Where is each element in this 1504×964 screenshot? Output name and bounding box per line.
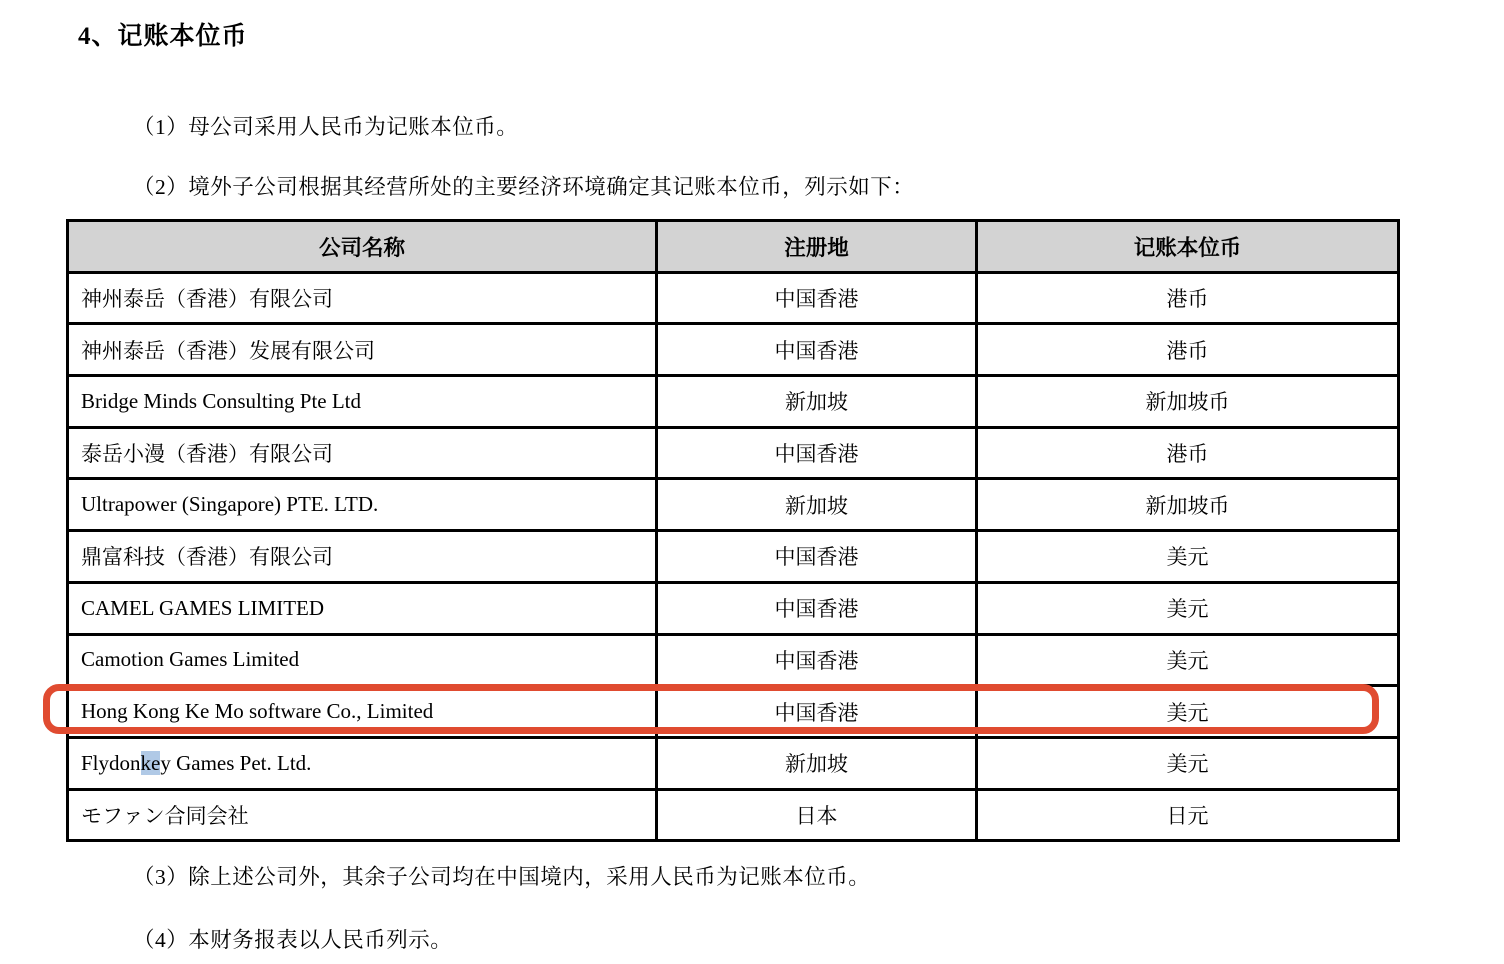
currency-cell: 港币 [977, 324, 1399, 376]
table-row [68, 737, 1399, 789]
company-name-cell: 泰岳小漫（香港）有限公司 [68, 427, 657, 479]
registration-cell: 新加坡 [657, 737, 977, 789]
company-name-cell: 鼎富科技（香港）有限公司 [68, 531, 657, 583]
currency-cell: 美元 [977, 686, 1399, 738]
registration-cell: 中国香港 [657, 686, 977, 738]
currency-cell: 港币 [977, 272, 1399, 324]
registration-cell: 中国香港 [657, 634, 977, 686]
paragraph-4: （4）本财务报表以人民币列示。 [133, 928, 453, 952]
table-header-row [68, 221, 1399, 273]
currency-cell: 新加坡币 [977, 376, 1399, 428]
table-row [68, 531, 1399, 583]
currency-cell: 美元 [977, 634, 1399, 686]
company-name-cell: Hong Kong Ke Mo software Co., Limited [68, 686, 657, 738]
paragraph-1: （1）母公司采用人民币为记账本位币。 [133, 115, 519, 139]
column-header-currency: 记账本位币 [977, 221, 1399, 273]
company-name-cell: モファン合同会社 [68, 789, 657, 841]
column-header-company: 公司名称 [68, 221, 657, 273]
company-name-text: Flydon [81, 750, 141, 775]
registration-cell: 中国香港 [657, 427, 977, 479]
currency-cell: 美元 [977, 737, 1399, 789]
table-row [68, 427, 1399, 479]
table-row [68, 376, 1399, 428]
company-name-cell: 神州泰岳（香港）有限公司 [68, 272, 657, 324]
paragraph-3: （3）除上述公司外，其余子公司均在中国境内，采用人民币为记账本位币。 [133, 865, 871, 889]
company-name-cell [68, 737, 657, 789]
currency-cell: 美元 [977, 531, 1399, 583]
registration-cell: 中国香港 [657, 582, 977, 634]
registration-cell: 新加坡 [657, 479, 977, 531]
registration-cell: 新加坡 [657, 376, 977, 428]
table-row [68, 789, 1399, 841]
table-row [68, 324, 1399, 376]
currency-cell: 港币 [977, 427, 1399, 479]
table-row [68, 479, 1399, 531]
subsidiaries-currency-table [66, 219, 1400, 842]
company-name-cell: Bridge Minds Consulting Pte Ltd [68, 376, 657, 428]
registration-cell: 日本 [657, 789, 977, 841]
registration-cell: 中国香港 [657, 531, 977, 583]
registration-cell: 中国香港 [657, 324, 977, 376]
currency-cell: 新加坡币 [977, 479, 1399, 531]
company-name-cell: Camotion Games Limited [68, 634, 657, 686]
currency-cell: 日元 [977, 789, 1399, 841]
currency-cell: 美元 [977, 582, 1399, 634]
table-row-highlighted [68, 686, 1399, 738]
selected-text: ke [140, 750, 161, 775]
company-name-cell: CAMEL GAMES LIMITED [68, 582, 657, 634]
table-row [68, 582, 1399, 634]
registration-cell: 中国香港 [657, 272, 977, 324]
column-header-registration: 注册地 [657, 221, 977, 273]
company-name-text: y Games Pet. Ltd. [160, 750, 312, 775]
paragraph-2: （2）境外子公司根据其经营所处的主要经济环境确定其记账本位币，列示如下： [133, 175, 915, 199]
table-row [68, 272, 1399, 324]
table-row [68, 634, 1399, 686]
section-title: 4、记账本位币 [78, 23, 248, 50]
company-name-cell: Ultrapower (Singapore) PTE. LTD. [68, 479, 657, 531]
company-name-cell: 神州泰岳（香港）发展有限公司 [68, 324, 657, 376]
